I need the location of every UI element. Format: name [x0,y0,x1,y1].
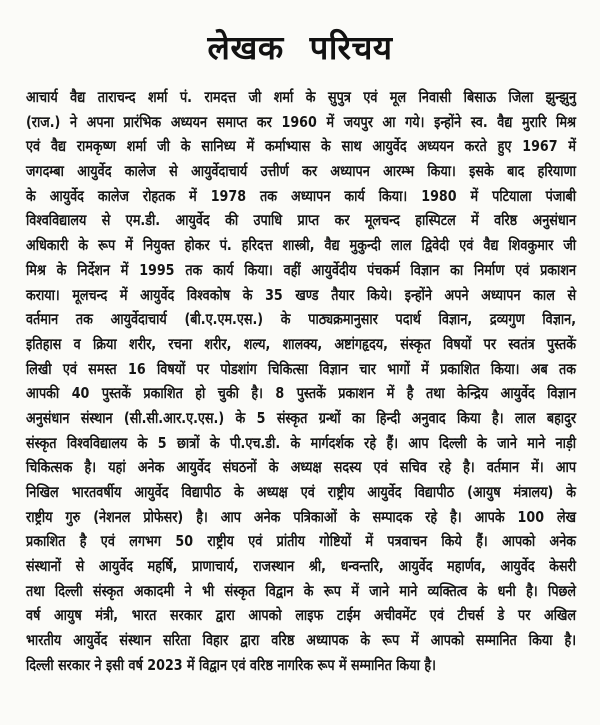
paragraph-line: तथा दिल्ली संस्कृत अकादमी ने भी संस्कृत विद्वान के रूप में जाने माने व्यक्तित्व के धनी है। पिछले [26,581,577,600]
paragraph-line: के आयुर्वेद कालेज रोहतक में 1978 तक अध्यापन कार्य किया। 1980 में पटियाला पंजाबी [26,186,577,205]
paragraph-line: दिल्ली सरकार ने इसी वर्ष 2023 में विद्वान एवं वरिष्ठ नागरिक रूप में सम्मानित किया है। [26,655,436,674]
paragraph-line: एवं वैद्य रामकृष्ण शर्मा जी के सानिध्य में कर्माभ्यास के साथ आयुर्वेद अध्ययन करते हुए 1967 में [26,137,577,156]
paragraph-line: जगदम्बा आयुर्वेद कालेज से आयुर्वेदाचार्य उत्तीर्ण कर अध्यापन आरम्भ किया। इसके बाद हरियाणा [26,162,577,181]
paragraph-line: आचार्य वैद्य ताराचन्द शर्मा पं. रामदत्त जी शर्मा के सुपुत्र एवं मूल निवासी बिसाऊ जिला झुन्झुनु [26,88,577,106]
paragraph-line: निखिल भारतवर्षीय आयुर्वेद विद्यापीठ के अध्यक्ष एवं राष्ट्रीय आयुर्वेद विद्यापीठ (आयुष मंत्रालय) के [26,483,577,501]
paragraph-line: चिकित्सक है। यहां अनेक आयुर्वेद संघठनों के अध्यक्ष सदस्य एवं सचिव रहे है। वर्तमान में। आप [26,458,577,477]
paragraph-line: संस्कृत विश्वविद्यालय के 5 छात्रों के पी.एच.डी. के मार्गदर्शक रहे हैं। आप दिल्ली के जाने माने नाड़ी [26,433,577,452]
paragraph-line: राष्ट्रीय गुरु (नेशनल प्रोफेसर) है। आप अनेक पत्रिकाओं के सम्पादक रहे है। आपके 100 लेख [26,507,577,526]
paragraph-line: (राज.) ने अपना प्रारंभिक अध्ययन समाप्त कर 1960 में जयपुर आ गये। इन्होंने स्व. वैद्य मुरारि मिश्र [26,112,577,131]
paragraph-line: लिखी एवं समस्त 16 विषयों पर पोडशांग चिकित्सा विज्ञान चार भागों में प्रकाशित किया। अब तक [26,359,577,378]
paragraph-line: अनुसंधान संस्थान (सी.सी.आर.ए.एस.) के 5 संस्कृत ग्रन्थों का हिन्दी अनुवाद किया है। लाल बहादुर [26,408,577,427]
paragraph-line: वर्ष आयुष मंत्री, भारत सरकार द्वारा आपको लाइफ टाईम अचीवमेंट एवं टीचर्स डे पर अखिल [26,606,577,625]
paragraph-line: संस्थानों से आयुर्वेद महर्षि, प्राणाचार्य, राजस्थान श्री, धन्वन्तरि, आयुर्वेद महार्णव, आयुर्वेद केसरी [26,557,577,576]
author-introduction-paragraph [26,85,576,678]
paragraph-line: मिश्र के निर्देशन में 1995 तक कार्य किया। वहीं आयुर्वेदीय पंचकर्म विज्ञान का निर्माण एवं प्रकाशन [26,260,577,279]
paragraph-line: भारतीय आयुर्वेद संस्थान सरिता विहार द्वारा वरिष्ठ अध्यापक के रूप में आपको सम्मानित किया है। [26,631,577,650]
paragraph-line: इतिहास व क्रिया शरीर, रचना शरीर, शल्य, शालक्य, अष्टांगहृदय, संस्कृत विषयों पर स्वतंत्र पुस्तकें [26,334,577,353]
paragraph-line: अधिकारी के रूप में नियुक्त होकर पं. हरिदत्त शास्त्री, वैद्य मुकुन्दी लाल द्विवेदी एवं वैद्य शिवकुमार जी [26,236,577,255]
paragraph-line: वर्तमान तक आयुर्वेदाचार्य (बी.ए.एम.एस.) के पाठ्यक्रमानुसार पदार्थ विज्ञान, द्रव्यगुण विज्ञान, [26,310,577,329]
paragraph-line: कराया। मूलचन्द में आयुर्वेद विश्वकोष के 35 खण्ड तैयार किये। इन्होंने अपने अध्यापन काल से [26,285,577,304]
paragraph-line: विश्वविद्यालय से एम.डी. आयुर्वेद की उपाधि प्राप्त कर मूलचन्द हास्पिटल में वरिष्ठ अनुसंधान [26,211,577,230]
paragraph-line: प्रकाशित है एवं लगभग 50 राष्ट्रीय एवं प्रांतीय गोष्टियों में पत्रवाचन किये हैं। आपको अनेक [26,532,577,551]
paragraph-line: आपकी 40 पुस्तकें प्रकाशित हो चुकी है। 8 पुस्तकें प्रकाशन में है तथा केन्द्रिय आयुर्वेद विज्ञान [26,384,577,403]
page-title: लेखक परिचय [207,28,393,67]
